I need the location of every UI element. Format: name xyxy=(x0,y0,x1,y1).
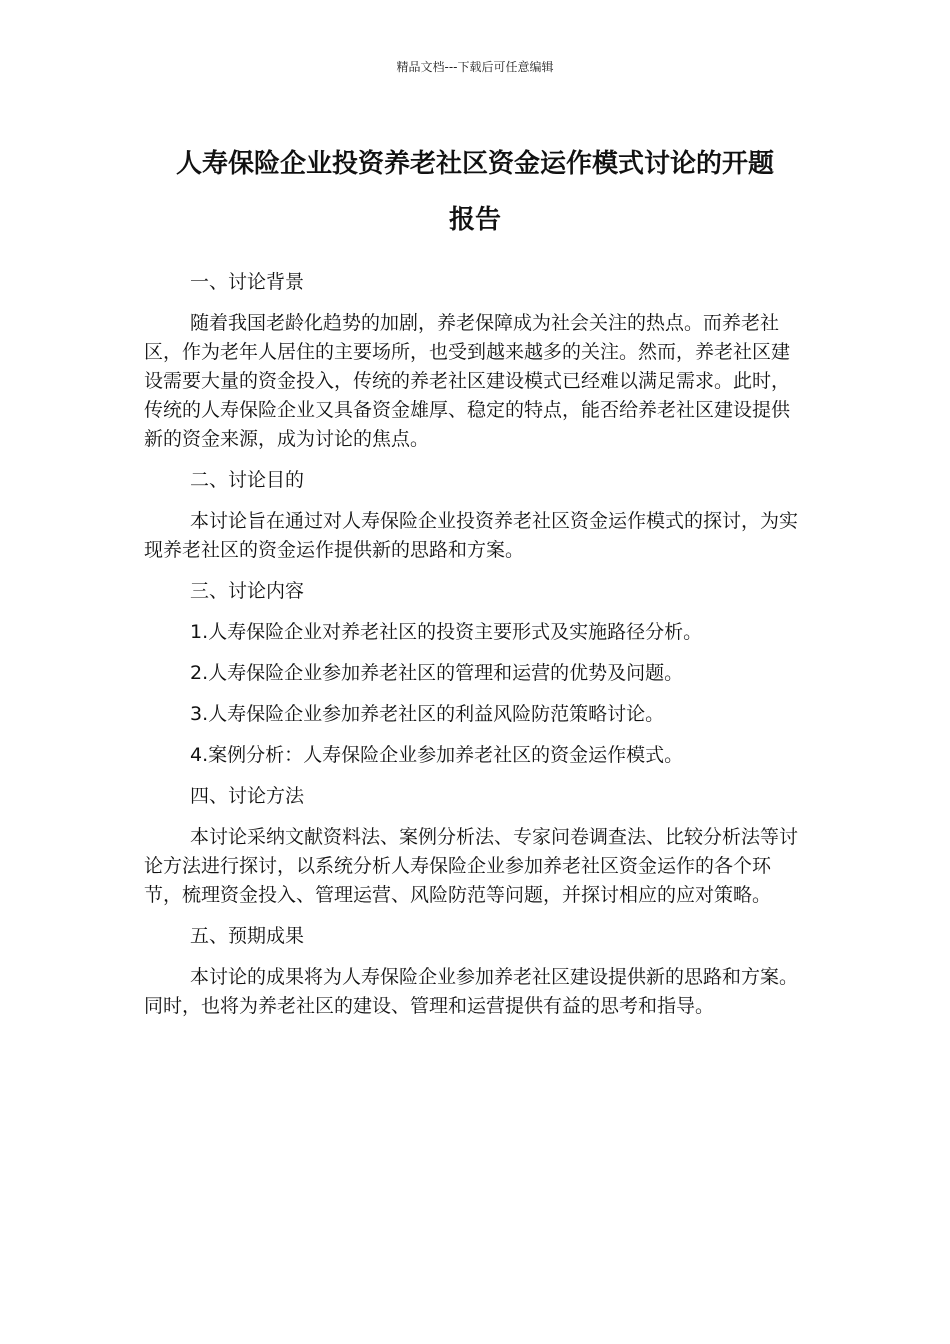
section-heading-background: 一、讨论背景 xyxy=(190,271,305,293)
title-line-1: 人寿保险企业投资养老社区资金运作模式讨论的开题 xyxy=(175,149,774,179)
list-item: 1.人寿保险企业对养老社区的投资主要形式及实施路径分析。 xyxy=(190,621,703,643)
list-item: 4.案例分析：人寿保险企业参加养老社区的资金运作模式。 xyxy=(190,744,684,766)
section-heading-outcomes: 五、预期成果 xyxy=(190,925,305,947)
title-line-2: 报告 xyxy=(448,205,501,235)
section-heading-methods: 四、讨论方法 xyxy=(190,785,305,807)
list-item: 2.人寿保险企业参加养老社区的管理和运营的优势及问题。 xyxy=(190,662,684,684)
section-paragraph-methods: 本讨论采纳文献资料法、案例分析法、专家问卷调查法、比较分析法等讨论方法进行探讨，以系统分析人寿保险企业参加养老社区资金运作的各个环节，梳理资金投入、管理运营、风险防范等问题，并探讨相应的应对策略。 xyxy=(144,826,799,906)
section-paragraph-purpose: 本讨论旨在通过对人寿保险企业投资养老社区资金运作模式的探讨，为实现养老社区的资金运作提供新的思路和方案。 xyxy=(144,510,799,561)
section-paragraph-outcomes: 本讨论的成果将为人寿保险企业参加养老社区建设提供新的思路和方案。同时，也将为养老社区的建设、管理和运营提供有益的思考和指导。 xyxy=(144,966,799,1017)
list-item: 3.人寿保险企业参加养老社区的利益风险防范策略讨论。 xyxy=(190,703,665,725)
document-title xyxy=(140,136,810,248)
document-body xyxy=(144,268,804,1033)
section-heading-content: 三、讨论内容 xyxy=(190,580,305,602)
page-header: 精品文档---下载后可任意编辑 xyxy=(396,60,554,74)
section-heading-purpose: 二、讨论目的 xyxy=(190,469,305,491)
section-paragraph-background: 随着我国老龄化趋势的加剧，养老保障成为社会关注的热点。而养老社区，作为老年人居住的主要场所，也受到越来越多的关注。然而，养老社区建设需要大量的资金投入，传统的养老社区建设模式已经难以满足需求。此时，传统的人寿保险企业又具备资金雄厚、稳定的特点，能否给养老社区建设提供新的资金来源，成为讨论的焦点。 xyxy=(144,312,791,450)
